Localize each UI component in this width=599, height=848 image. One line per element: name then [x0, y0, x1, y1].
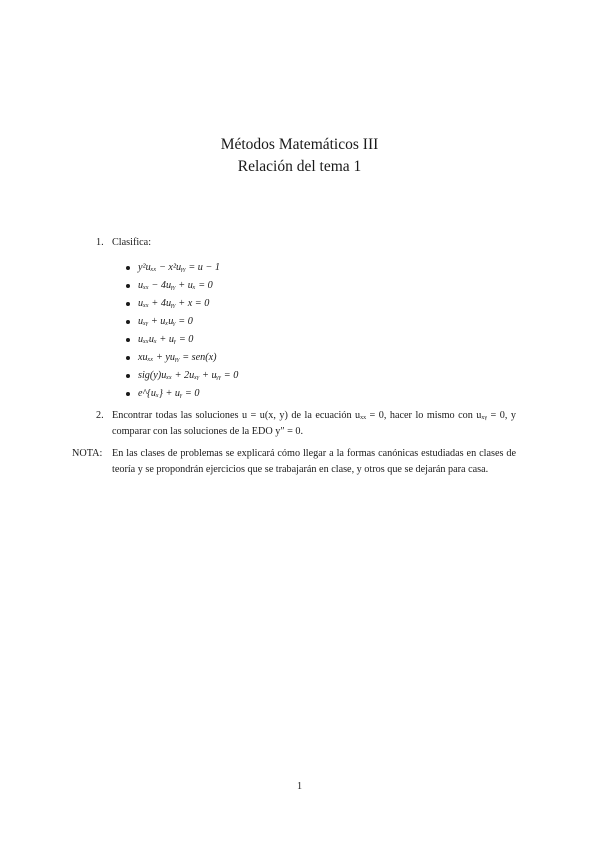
equation-list [126, 259, 506, 403]
exercise-text: Encontrar todas las soluciones u = u(x, y) de la ecuación uₓₓ = 0, hacer lo mismo con uₓᵧ = 0, y comparar con las soluciones de la EDO y″ = 0. [112, 410, 516, 437]
exercise-text: Clasifica: [112, 237, 152, 248]
equation-item [126, 259, 506, 277]
equation-text: uₓₓ + 4uᵧᵧ + x = 0 [138, 298, 210, 309]
equation-text: xuₓₓ + yuᵧᵧ = sen(x) [138, 352, 217, 363]
equation-text: sig(y)uₓₓ + 2uₓᵧ + uᵧᵧ = 0 [138, 370, 239, 381]
equation-item [126, 385, 506, 403]
equation-text: uₓₓ − 4uᵧᵧ + uₓ = 0 [138, 280, 213, 291]
bullet-icon [126, 392, 130, 396]
equation-text: e^{uₓ} + uᵧ = 0 [138, 388, 200, 399]
equation-item [126, 349, 506, 367]
exercise-item-2 [96, 408, 516, 439]
bullet-icon [126, 284, 130, 288]
equation-text: uₓᵧ + uₓuᵧ = 0 [138, 316, 193, 327]
exercise-number: 1. [96, 237, 104, 248]
equation-item [126, 367, 506, 385]
equation-text: uₓₓuₓ + uᵧ = 0 [138, 334, 194, 345]
equation-item [126, 331, 506, 349]
page-title: Métodos Matemáticos III [220, 136, 379, 153]
equation-item [126, 313, 506, 331]
note-label: NOTA: [72, 448, 103, 459]
bullet-icon [126, 320, 130, 324]
equation-text: y²uₓₓ − x²uᵧᵧ = u − 1 [138, 262, 220, 273]
equation-item [126, 277, 506, 295]
exercise-item-1 [96, 235, 516, 251]
bullet-icon [126, 356, 130, 360]
bullet-icon [126, 266, 130, 270]
note-block [72, 446, 516, 477]
bullet-icon [126, 338, 130, 342]
note-text: En las clases de problemas se explicará cómo llegar a la formas canónicas estudiadas en clases de teoría y se propondrán ejercicios que se trabajarán en clase, y otros que se dejarán para casa. [112, 448, 516, 475]
page-subtitle: Relación del tema 1 [237, 158, 362, 175]
bullet-icon [126, 374, 130, 378]
page-number: 1 [296, 781, 303, 792]
exercise-number: 2. [96, 410, 104, 421]
equation-item [126, 295, 506, 313]
bullet-icon [126, 302, 130, 306]
